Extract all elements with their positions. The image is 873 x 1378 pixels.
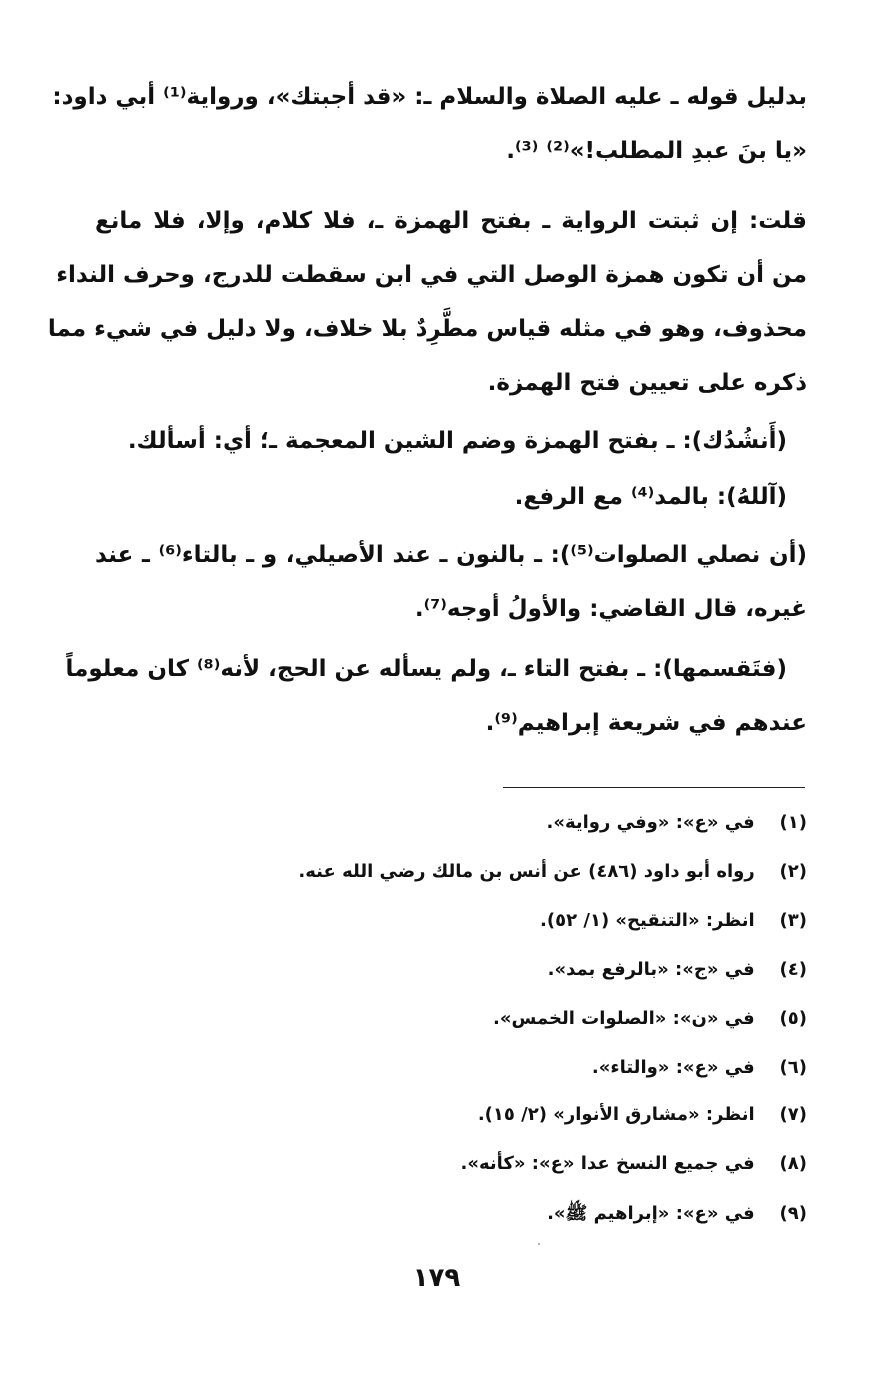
footnote-number: (٣)	[779, 910, 807, 931]
text-line: (أَنشُدُك): ـ بفتح الهمزة وضم الشين المعجمة ـ؛ أي: أسألك.	[127, 428, 787, 454]
footnote-text: في «ع»: «إبراهيم ﷺ».	[547, 1203, 755, 1224]
page-number: ١٧٩	[412, 1263, 461, 1293]
footnote-text: في «ج»: «بالرفع بمد».	[547, 959, 755, 980]
footnote	[478, 1104, 807, 1125]
footnote	[546, 812, 807, 833]
footnote-text: في «ن»: «الصلوات الخمس».	[493, 1008, 755, 1029]
print-speck	[538, 1243, 540, 1245]
footnote-text: انظر: «مشارق الأنوار» (٢/ ١٥).	[477, 1104, 755, 1125]
footnote-number: (٦)	[779, 1057, 807, 1078]
footnote	[493, 1008, 807, 1029]
footnote	[540, 910, 807, 931]
footnote	[548, 959, 807, 980]
footnote-number: (٤)	[779, 959, 807, 980]
footnote-number: (٩)	[779, 1203, 807, 1224]
text-line: قلت: إن ثبتت الرواية ـ بفتح الهمزة ـ، فلا كلام، وإلا، فلا مانع	[95, 208, 807, 234]
text-line: محذوف، وهو في مثله قياس مطَّرِدٌ بلا خلاف، ولا دليل في شيء مما	[47, 316, 807, 342]
footnote-number: (١)	[779, 812, 807, 833]
footnote	[547, 1202, 807, 1228]
footnote-divider	[503, 787, 805, 788]
footnote-text: في «ع»: «وفي رواية».	[546, 812, 755, 833]
footnote-text: رواه أبو داود (٤٨٦) عن أنس بن مالك رضي الله عنه.	[298, 861, 755, 882]
footnote-number: (٧)	[779, 1104, 807, 1125]
footnote-text: في «ع»: «والتاء».	[591, 1057, 755, 1078]
text-line: (فتَقسمها): ـ بفتح التاء ـ، ولم يسأله عن الحج، لأنه⁽⁸⁾ كان معلوماً	[65, 656, 787, 682]
text-line: (آللهُ): بالمد⁽⁴⁾ مع الرفع.	[514, 484, 787, 510]
text-line: «يا بنَ عبدِ المطلب!»⁽²⁾ ⁽³⁾.	[506, 138, 807, 164]
text-line: عندهم في شريعة إبراهيم⁽⁹⁾.	[485, 710, 807, 736]
footnote-number: (٢)	[779, 861, 807, 882]
footnote-number: (٨)	[779, 1153, 807, 1174]
footnote	[298, 861, 807, 882]
footnote-text: في جميع النسخ عدا «ع»: «كأنه».	[460, 1153, 755, 1174]
text-line: (أن نصلي الصلوات⁽⁵⁾): ـ بالنون ـ عند الأصيلي، و ـ بالتاء⁽⁶⁾ ـ عند	[95, 542, 807, 568]
footnote	[461, 1153, 807, 1174]
footnote	[592, 1057, 807, 1078]
text-line: غيره، قال القاضي: والأولُ أوجه⁽⁷⁾.	[414, 596, 807, 622]
text-line: ذكره على تعيين فتح الهمزة.	[487, 370, 807, 396]
footnote-text: انظر: «التنقيح» (١/ ٥٢).	[540, 910, 755, 931]
text-line: من أن تكون همزة الوصل التي في ابن سقطت للدرج، وحرف النداء	[56, 262, 807, 288]
footnote-number: (٥)	[779, 1008, 807, 1029]
text-line: بدليل قوله ـ عليه الصلاة والسلام ـ: «قد أجبتك»، ورواية⁽¹⁾ أبي داود:	[52, 84, 807, 110]
